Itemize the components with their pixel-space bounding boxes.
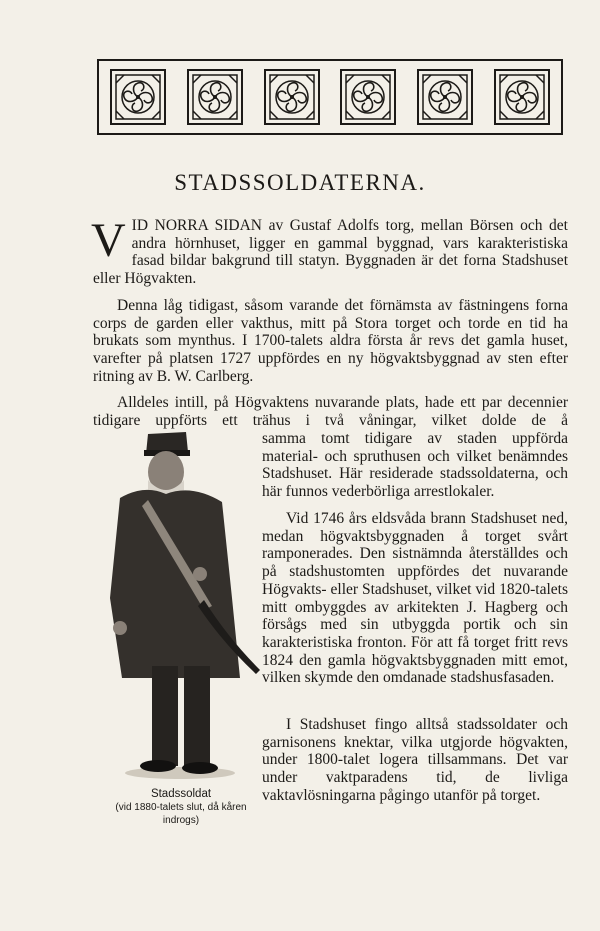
paragraph-4: Vid 1746 års eldsvåda brann Stadshuset ned, medan högvaktsbyggnaden å torget svårt ramponerades. Den sistnämnda återställdes och på stadshustomten uppfördes det nuvarande Högvakts- eller Stadshuset, vilket vid 1820-talets mitt ombyggdes av arkitekten J. Hagberg och försågs med sin utbyggda portik och sin karakteristiska fronton. För att få torget fritt revs 1824 den gamla högvaktsbyggnaden mitt emot, vilken skymde den omdanade stadshusfasaden. bbox=[262, 510, 568, 687]
ornament-icon bbox=[340, 69, 396, 125]
paragraph-2: Denna låg tidigast, såsom varande det förnämsta av fästningens forna corps de garden eller vakthus, mitt på Stora torget och torde en tid ha brukats som mynthus. I 1700-talets aldra första år revs det gamla huset, varefter på platsen 1727 uppfördes en ny högvaktsbyggnad av sten efter ritning av B. W. Carlberg. bbox=[93, 297, 568, 385]
chapter-title: STADSSOLDATERNA. bbox=[174, 170, 426, 195]
ornament-icon bbox=[264, 69, 320, 125]
ornament-icon bbox=[417, 69, 473, 125]
ornament-icon bbox=[494, 69, 550, 125]
paragraph-3-wrap: samma tomt tidigare av staden uppförda material- och spruthusen och vilket benämndes Stadshuset. Här residerade stadssoldaterna, och här funnos vederbörliga arrestlokaler. bbox=[262, 430, 568, 501]
paragraph-1: VID NORRA SIDAN av Gustaf Adolfs torg, mellan Börsen och det andra hörnhuset, ligger en gammal byggnad, vars karakteristiska fasad bildar bakgrund till statyn. Byggnaden är det forna Stadshuset eller Högvakten. bbox=[91, 214, 568, 288]
header-ornament-band bbox=[97, 59, 563, 135]
drop-cap: V bbox=[91, 214, 126, 267]
paragraph-3-intro: Alldeles intill, på Högvaktens nuvarande plats, hade ett par decennier tidigare uppförts ett trähus i två våningar, vilket dolde de å bbox=[93, 394, 568, 429]
paragraph-5: I Stadshuset fingo alltså stadssoldater och garnisonens knektar, vilka utgjorde högvakten, under 1800-talet logera tillsammans. Det var under vaktparadens tid, de livliga vaktavlösningarna pågingo utanför på torget. bbox=[262, 716, 568, 804]
figure-caption bbox=[96, 788, 266, 827]
ornament-icon bbox=[110, 69, 166, 125]
soldier-illustration bbox=[100, 428, 260, 783]
ornament-icon bbox=[187, 69, 243, 125]
caption-note: (vid 1880-talets slut, då kåren indrogs) bbox=[115, 802, 247, 826]
caption-title: Stadssoldat bbox=[150, 788, 212, 800]
